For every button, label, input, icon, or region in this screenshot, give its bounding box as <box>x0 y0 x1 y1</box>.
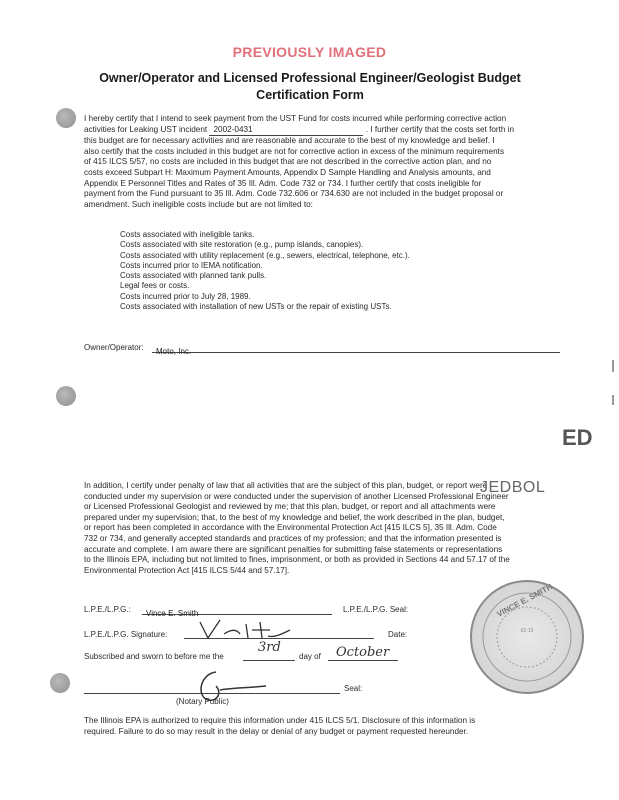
cert-line: Appendix E Personnel Titles and Rates of 35 Ill. Adm. Code 732 or 734. I further certify that costs ineligible for <box>84 178 482 188</box>
date-redaction <box>408 626 460 642</box>
ineligible-costs-list <box>120 230 410 312</box>
lpe-line: Environmental Protection Act [415 ILCS 5/44 and 57.17]. <box>84 565 290 575</box>
cert-line: I hereby certify that I intend to seek payment from the UST Fund for costs incurred while performing corrective action <box>84 114 507 123</box>
notary-seal-label: Seal: <box>344 684 363 693</box>
lpe-seal-label: L.P.E./L.P.G. Seal: <box>343 605 409 614</box>
owner-certification-paragraph <box>84 114 584 210</box>
seal-name: VINCE E. SMITH <box>495 582 554 619</box>
bleed-through-ed: ED <box>562 425 593 450</box>
lpe-line: accurate and complete. I am aware there are significant penalties for submitting false statements or representations <box>84 544 503 554</box>
date-label: Date: <box>388 630 408 639</box>
bleed-through-text: JEDBOL <box>480 479 546 496</box>
punch-hole-middle <box>56 386 76 406</box>
lpe-signature-drawing <box>190 616 300 644</box>
footer-line: The Illinois EPA is authorized to require this information under 415 ILCS 5/1. Disclosure of this information is <box>84 716 476 725</box>
cert-line: amendment. Such ineligible costs include but are not limited to: <box>84 199 313 209</box>
form-title-line2: Certification Form <box>256 88 364 102</box>
month-value: October <box>336 645 390 660</box>
sworn-label: Subscribed and sworn to before me the <box>84 652 224 661</box>
day-value: 3rd <box>258 640 281 655</box>
cert-incident-pre: activities for Leaking UST incident <box>84 124 208 134</box>
lpe-line: to the Illinois EPA, including but not limited to fines, imprisonment, or both as provided in Sections 44 and 57.17 of the <box>84 555 510 565</box>
footer-disclosure <box>84 716 584 737</box>
form-title-line1: Owner/Operator and Licensed Professional Engineer/Geologist Budget <box>99 71 521 85</box>
list-item: Costs incurred prior to July 28, 1989. <box>120 291 251 301</box>
lpe-line: or Licensed Professional Geologist and reviewed by me; that this plan, budget, or report and all attachments were <box>84 502 496 512</box>
cert-line: costs exceed Subpart H: Maximum Payment Amounts, Appendix D Sample Handling and Analysis amounts, and <box>84 167 491 177</box>
punch-hole-bottom <box>50 673 70 693</box>
list-item: Costs associated with site restoration (e.g., pump islands, canopies). <box>120 240 364 250</box>
incident-number-field[interactable] <box>209 125 363 137</box>
notary-public-label: (Notary Public) <box>176 697 229 706</box>
list-item: Costs associated with utility replacement (e.g., sewers, electrical, telephone, etc.). <box>120 250 410 260</box>
seal-number: 62-13 <box>520 628 534 634</box>
cert-incident-line <box>84 125 584 137</box>
list-item: Costs incurred prior to IEMA notification. <box>120 260 263 270</box>
edge-mark <box>612 360 614 372</box>
lpe-name-field[interactable] <box>142 603 332 618</box>
lpe-signature-label: L.P.E./L.P.G. Signature: <box>84 630 168 639</box>
day-of-label: day of <box>299 652 321 661</box>
list-item: Costs associated with ineligible tanks. <box>120 230 255 239</box>
previously-imaged-stamp: PREVIOUSLY IMAGED <box>232 44 387 60</box>
list-item: Costs associated with installation of new USTs or the repair of existing USTs. <box>120 302 392 312</box>
lpe-line: 732 or 734, and generally accepted standards and practices of my profession; and that the information presented is <box>84 533 502 543</box>
footer-line: required. Failure to do so may result in the delay or denial of any budget or payment requested hereunder. <box>84 726 469 736</box>
lpe-name-value: Vince E. Smith <box>146 609 199 618</box>
cert-line: also certify that the costs included in this budget are not for corrective action in excess of the minimum requirements <box>84 146 505 156</box>
list-item: Legal fees or costs. <box>120 281 190 291</box>
cert-line: of 415 ILCS 5/57, no costs are included in this budget that are not described in the corrective action plan, and no <box>84 157 492 167</box>
list-item: Costs associated with planned tank pulls. <box>120 271 267 281</box>
lpe-line: or report has been completed in accordance with the Environmental Protection Act [415 ILCS 5], 35 Ill. Adm. Code <box>84 523 497 533</box>
owner-operator-value: Moto, Inc. <box>156 347 192 356</box>
engineer-seal <box>470 580 584 694</box>
owner-operator-label: Owner/Operator: <box>84 343 144 352</box>
cert-incident-post: . I further certify that the costs set forth in <box>365 124 515 134</box>
owner-operator-field[interactable] <box>152 341 560 356</box>
day-field[interactable] <box>243 659 295 661</box>
lpe-name-label: L.P.E./L.P.G.: <box>84 605 131 614</box>
cert-line: payment from the Fund pursuant to 35 Ill. Adm. Code 732.606 or 734.630 are not included in the budget proposal or <box>84 189 504 199</box>
lpe-line: In addition, I certify under penalty of law that all activities that are the subject of this plan, budget, or report were <box>84 481 488 490</box>
edge-mark <box>612 395 614 405</box>
lpe-line: conducted under my supervision or were conducted under the supervision of another Licensed Professional Engineer <box>84 491 509 501</box>
form-title <box>60 70 560 104</box>
cert-line: this budget are for necessary activities and are reasonable and accurate to the best of my knowledge and belief. I <box>84 136 495 146</box>
punch-hole-top <box>56 108 76 128</box>
lpe-line: prepared under my supervision; that, to the best of my knowledge and belief, the work described in the plan, budget, <box>84 512 505 522</box>
incident-number-value: 2002-0431 <box>213 124 253 134</box>
